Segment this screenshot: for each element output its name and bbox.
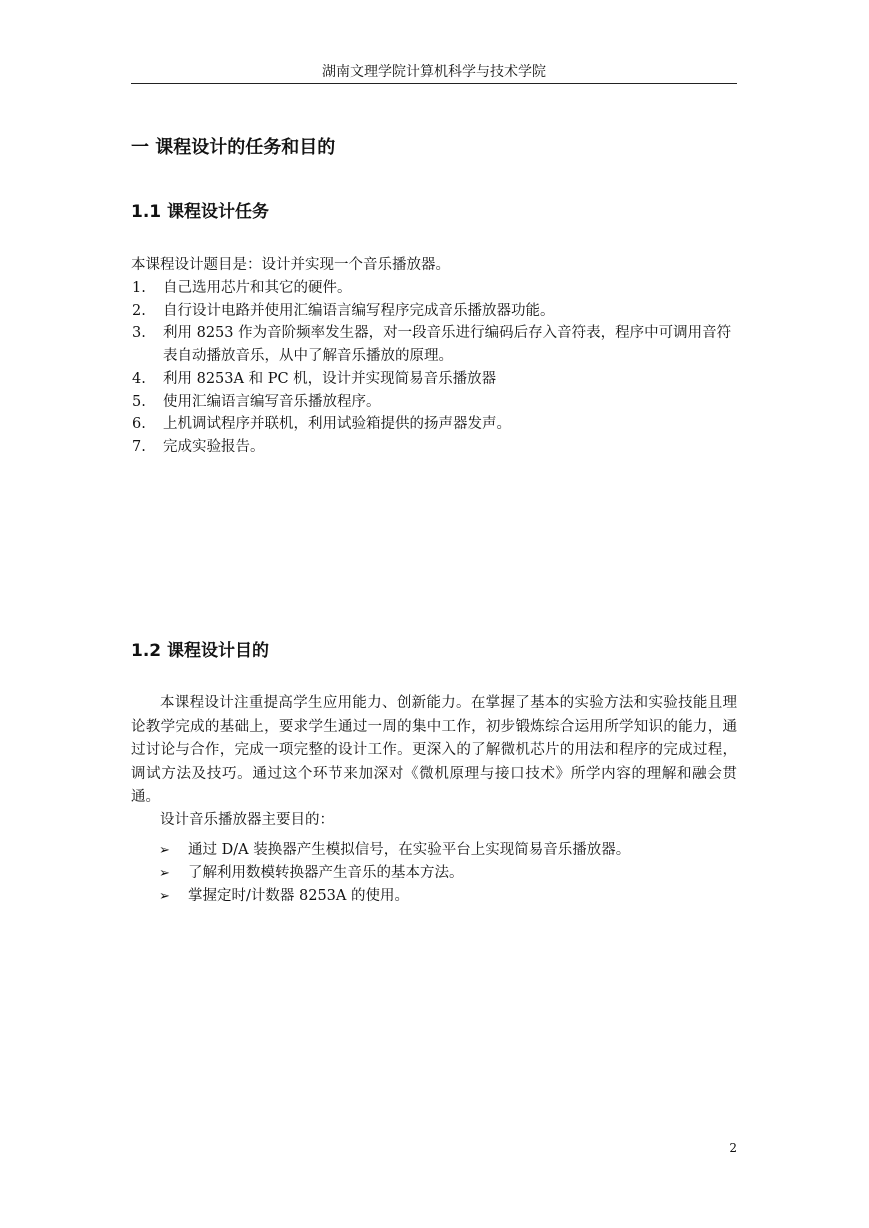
list-item-text: 自行设计电路并使用汇编语言编写程序完成音乐播放器功能。 <box>163 302 555 319</box>
list-item-text: 完成实验报告。 <box>163 438 265 455</box>
arrow-bullet-icon: ➢ <box>159 889 170 904</box>
list-item-text: 利用 8253 作为音阶频率发生器，对一段音乐进行编码后存入音符表，程序中可调用音符表自动播放音乐，从中了解音乐播放的原理。 <box>163 325 732 365</box>
list-item-number: 6. <box>132 416 146 433</box>
section-1-heading: 一 课程设计的任务和目的 <box>131 137 336 158</box>
list-item-text: 利用 8253A 和 PC 机，设计并实现简易音乐播放器 <box>163 370 497 387</box>
task-intro: 本课程设计题目是：设计并实现一个音乐播放器。 <box>131 257 450 273</box>
list-item-text: 了解利用数模转换器产生音乐的基本方法。 <box>188 865 464 881</box>
header-divider <box>131 83 737 84</box>
goals-list <box>159 839 630 908</box>
list-item-text: 掌握定时/计数器 8253A 的使用。 <box>188 888 409 904</box>
list-item-text: 使用汇编语言编写音乐播放程序。 <box>163 393 381 410</box>
list-item-number: 5. <box>132 393 146 410</box>
subsection-1-2-heading: 1.2 课程设计目的 <box>131 641 270 661</box>
list-item <box>159 839 630 862</box>
list-item <box>159 862 630 885</box>
list-item <box>131 413 737 436</box>
list-item-number: 7. <box>132 438 146 455</box>
arrow-bullet-icon: ➢ <box>159 843 170 858</box>
list-item <box>159 885 630 908</box>
goals-intro: 设计音乐播放器主要目的： <box>160 812 334 828</box>
list-item-number: 2. <box>132 302 146 319</box>
list-item-text: 上机调试程序并联机，利用试验箱提供的扬声器发声。 <box>163 416 511 433</box>
list-item-number: 1. <box>132 280 146 296</box>
task-list <box>131 277 737 459</box>
list-item <box>131 322 737 367</box>
list-item-text: 自己选用芯片和其它的硬件。 <box>163 280 352 296</box>
page-number: 2 <box>729 1141 737 1155</box>
page-header: 湖南文理学院计算机科学与技术学院 <box>322 64 546 80</box>
subsection-1-1-heading: 1.1 课程设计任务 <box>131 202 270 222</box>
list-item-number: 4. <box>132 370 146 387</box>
purpose-paragraph: 本课程设计注重提高学生应用能力、创新能力。在掌握了基本的实验方法和实验技能且理论教学完成的基础上，要求学生通过一周的集中工作，初步锻炼综合运用所学知识的能力，通过讨论与合作，完成一项完整的设计工作。更深入的了解微机芯片的用法和程序的完成过程，调试方法及技巧。通过这个环节来加深对《微机原理与接口技术》所学内容的理解和融会贯通。 <box>131 695 737 805</box>
list-item <box>131 300 737 323</box>
list-item-text: 通过 D/A 装换器产生模拟信号，在实验平台上实现简易音乐播放器。 <box>188 842 631 858</box>
list-item-number: 3. <box>132 325 146 342</box>
list-item <box>131 368 737 391</box>
list-item <box>131 436 737 459</box>
arrow-bullet-icon: ➢ <box>159 866 170 881</box>
list-item <box>131 277 737 300</box>
list-item <box>131 391 737 414</box>
